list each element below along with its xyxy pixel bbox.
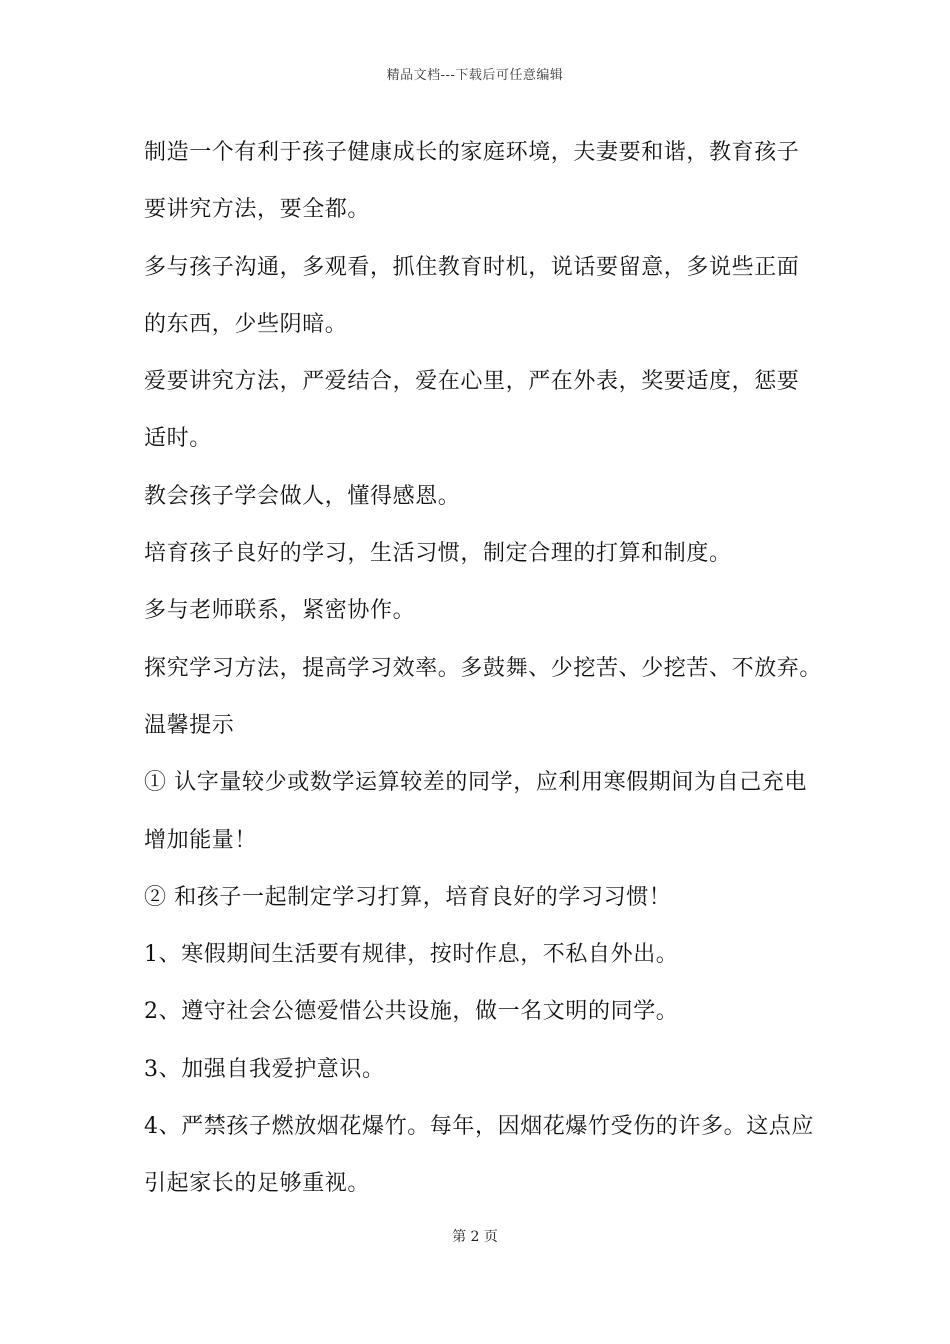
text-line: 增加能量！ — [144, 827, 258, 853]
list-item: 2、遵守社会公德爱惜公共设施，做一名文明的同学。 — [144, 999, 679, 1025]
list-item: 1、寒假期间生活要有规律，按时作息，不私自外出。 — [144, 942, 679, 968]
document-body — [144, 128, 823, 1217]
text-line: 多与孩子沟通，多观看，抓住教育时机，说话要留意，多说些正面 — [144, 254, 800, 280]
list-item: 3、加强自我爱护意识。 — [144, 1056, 385, 1082]
page-number: 第 2 页 — [452, 1229, 498, 1245]
text-line: 教会孩子学会做人，懂得感恩。 — [144, 483, 461, 509]
text-line: 引起家长的足够重视。 — [144, 1171, 371, 1197]
text-line: 适时。 — [144, 426, 212, 452]
text-line: 要讲究方法，要全都。 — [144, 197, 371, 223]
text-line: 多与老师联系，紧密协作。 — [144, 598, 416, 624]
text-line: ② 和孩子一起制定学习打算，培育良好的学习习惯！ — [144, 884, 672, 910]
text-line: ① 认字量较少或数学运算较差的同学，应利用寒假期间为自己充电 — [144, 770, 807, 796]
text-line: 培育孩子良好的学习，生活习惯，制定合理的打算和制度。 — [144, 541, 732, 567]
section-heading: 温馨提示 — [144, 712, 235, 738]
text-line: 制造一个有利于孩子健康成长的家庭环境，夫妻要和谐，教育孩子 — [144, 140, 800, 165]
list-item: 4、严禁孩子燃放烟花爆竹。每年，因烟花爆竹受伤的许多。这点应 — [144, 1114, 814, 1140]
text-line: 探究学习方法，提高学习效率。多鼓舞、少挖苦、少挖苦、不放弃。 — [144, 655, 823, 681]
text-line: 爱要讲究方法，严爱结合，爱在心里，严在外表，奖要适度，惩要 — [144, 369, 800, 395]
text-line: 的东西，少些阴暗。 — [144, 311, 348, 337]
page-header: 精品文档---下载后可任意编辑 — [386, 68, 564, 83]
